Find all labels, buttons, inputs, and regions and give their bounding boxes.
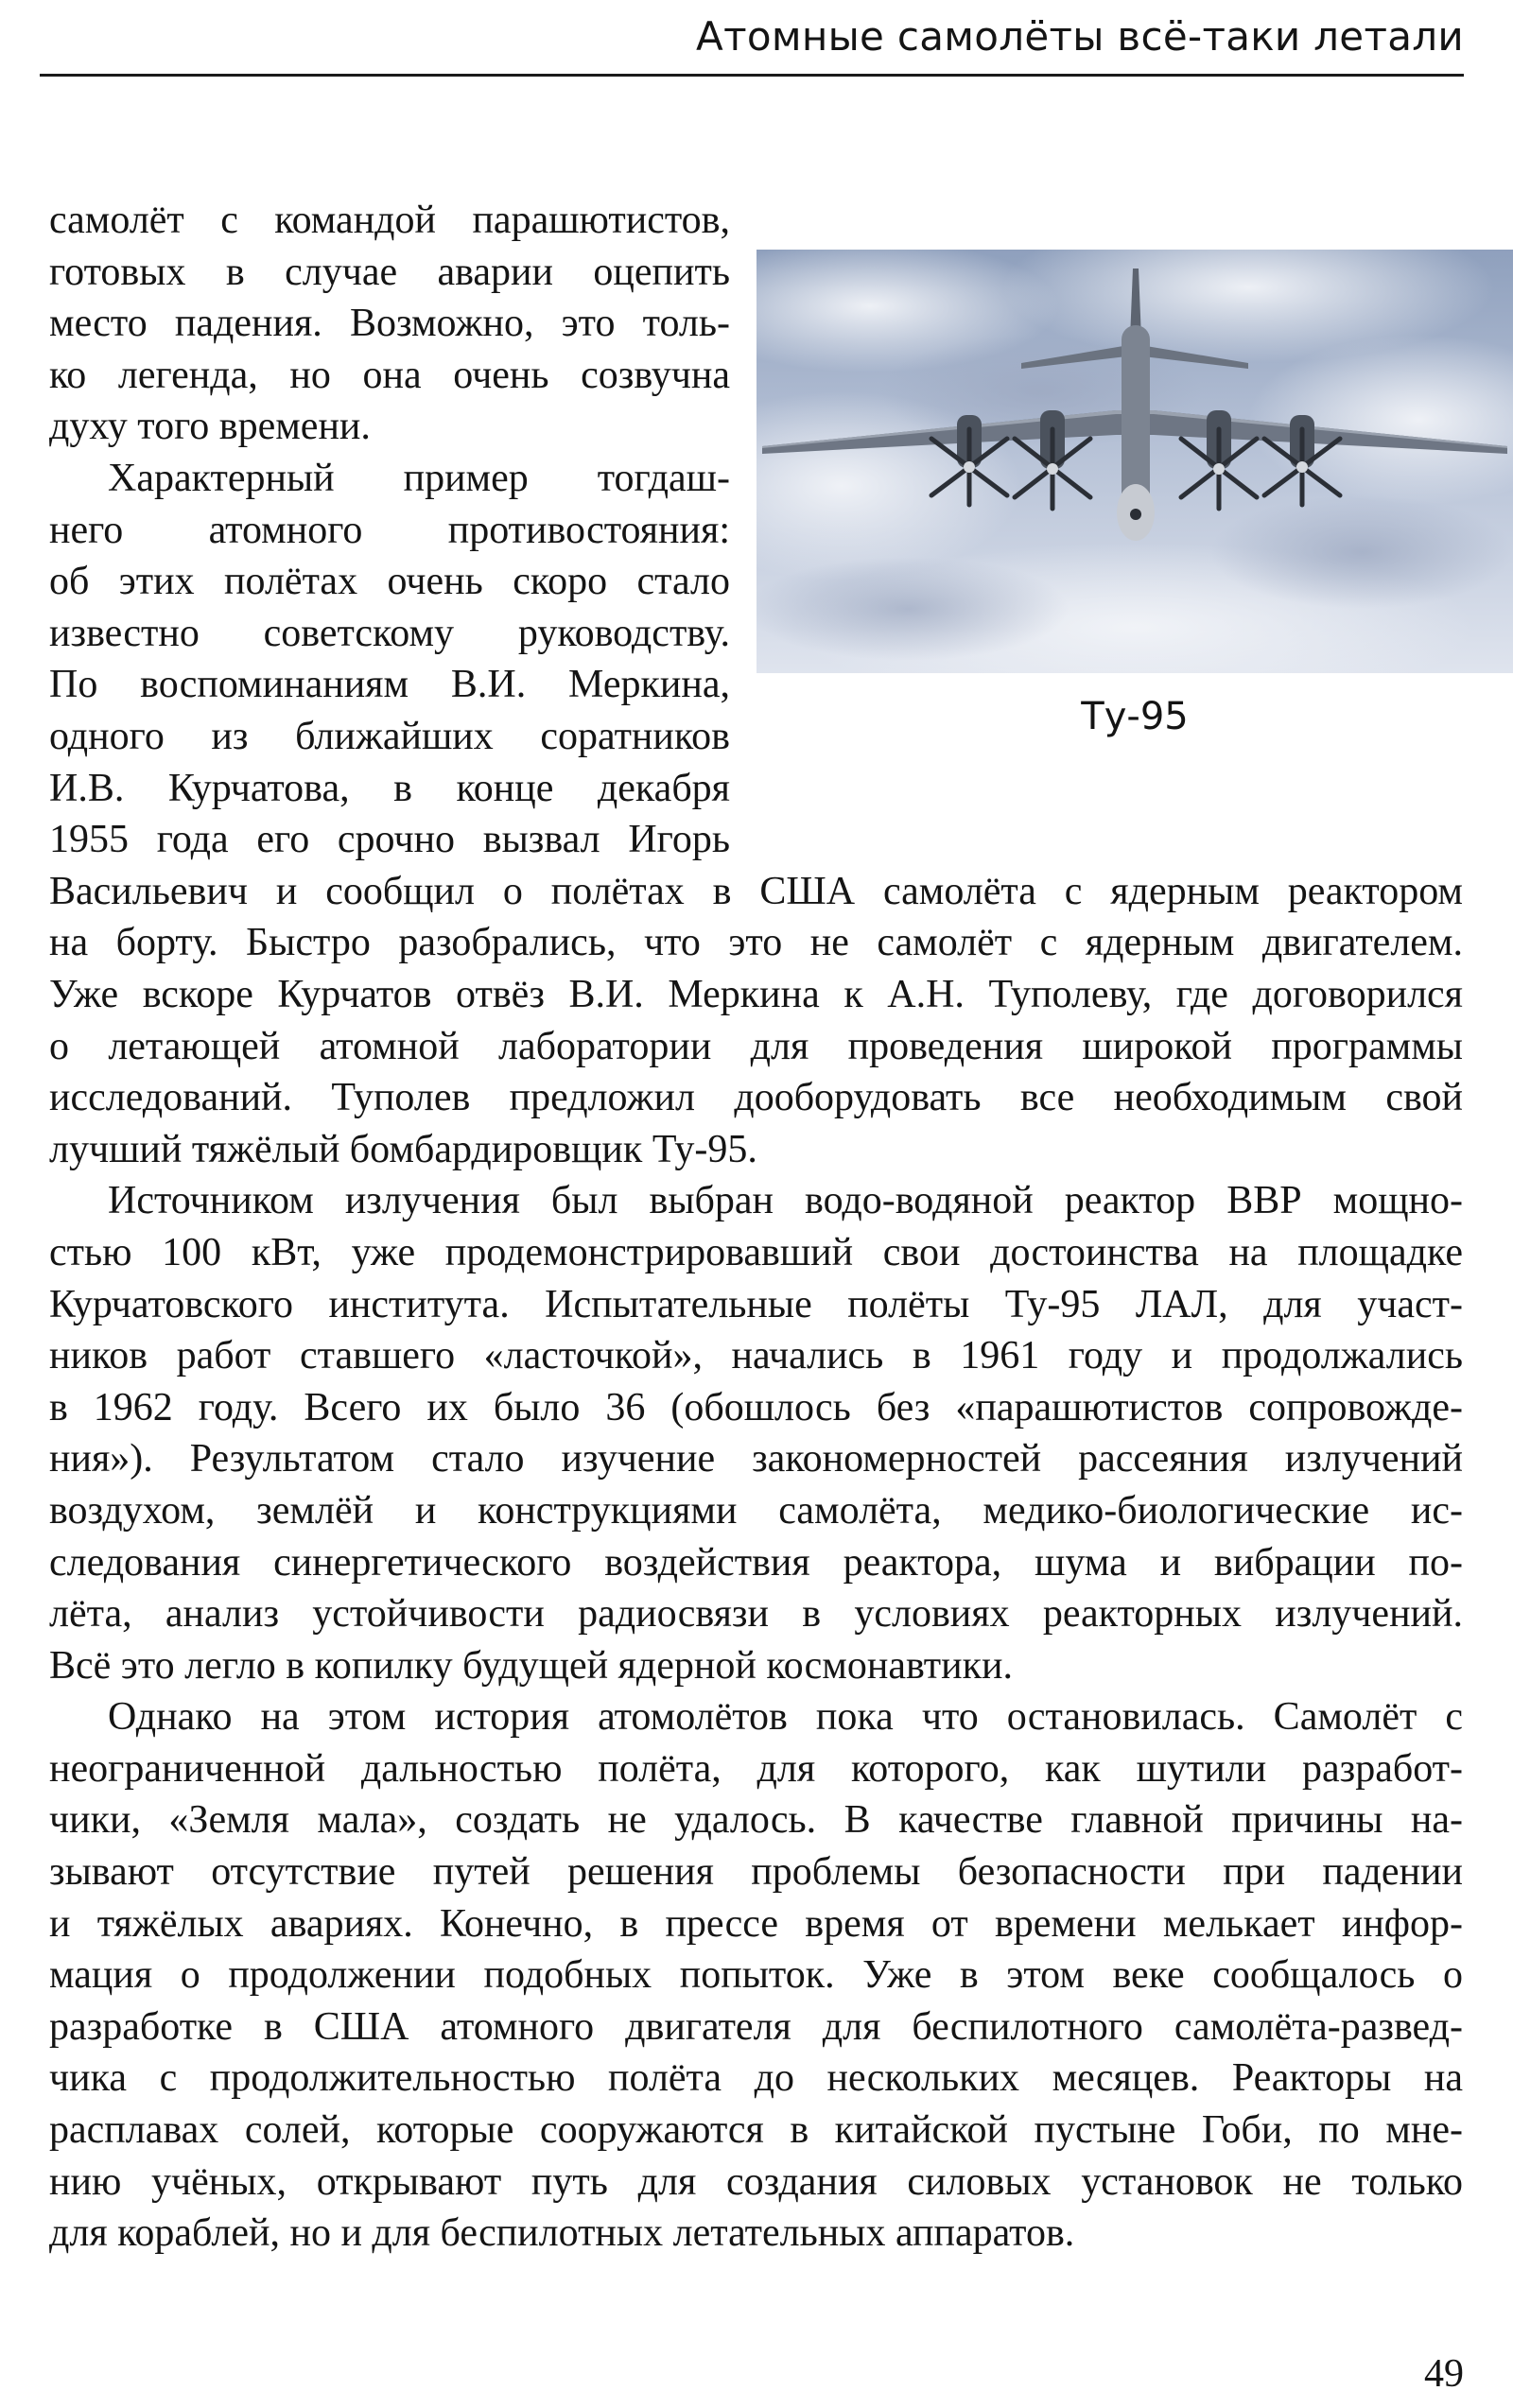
text-line: об этих полётах очень скоро стало (49, 560, 730, 604)
text-line: о летающей атомной лаборатории для проведения широкой программы (49, 1024, 1463, 1068)
text-line: неограниченной дальностью полёта, для которого, как шутили разработ- (49, 1746, 1463, 1791)
text-line: ко легенда, но она очень созвучна (49, 353, 730, 397)
text-line: Однако на этом история атомолётов пока что остановилась. Самолёт с (108, 1695, 1463, 1740)
text-block-full (49, 866, 1463, 2260)
text-line: чика с продолжительностью полёта до нескольких месяцев. Реакторы на (49, 2056, 1463, 2101)
text-line: для кораблей, но и для беспилотных летательных аппаратов. (49, 2211, 1075, 2256)
text-line: чики, «Земля мала», создать не удалось. В качестве главной причины на- (49, 1798, 1463, 1843)
text-line: нию учёных, открывают путь для создания силовых установок не только (49, 2159, 1463, 2204)
text-line: Уже вскоре Курчатов отвёз В.И. Меркина к А.Н. Туполеву, где договорился (49, 972, 1463, 1016)
text-line: Всё это легло в копилку будущей ядерной космонавтики. (49, 1643, 1013, 1688)
text-line: на борту. Быстро разобрались, что это не самолёт с ядерным двигателем. (49, 921, 1463, 965)
text-line: расплавах солей, которые сооружаются в китайской пустыне Гоби, по мне- (49, 2108, 1463, 2153)
text-line: одного из ближайших соратников (49, 714, 730, 758)
text-line: ников работ ставшего «ласточкой», начались в 1961 году и продолжались (49, 1334, 1463, 1378)
text-line: воздухом, землёй и конструкциями самолёта, медико-биологические ис- (49, 1488, 1463, 1533)
text-line: исследований. Туполев предложил дооборудовать все необходимым свой (49, 1076, 1463, 1120)
header-rule (40, 74, 1464, 77)
text-line: готовых в случае аварии оцепить (49, 250, 730, 294)
text-line: зывают отсутствие путей решения проблемы безопасности при падении (49, 1850, 1463, 1895)
text-line: известно советскому руководству. (49, 611, 730, 655)
text-line: духу того времени. (49, 405, 371, 449)
text-line: Источником излучения был выбран водо-водяной реактор ВВР мощно- (108, 1179, 1463, 1223)
text-block-wrapped (49, 195, 730, 866)
text-line: следования синергетического воздействия реактора, шума и вибрации по- (49, 1540, 1463, 1585)
figure-caption: Ту-95 (1081, 695, 1189, 738)
text-line: стью 100 кВт, уже продемонстрировавший свои достоинства на площадке (49, 1230, 1463, 1274)
text-line: Курчатовского института. Испытательные полёты Ту-95 ЛАЛ, для участ- (49, 1282, 1463, 1326)
page-number: 49 (1424, 2352, 1464, 2396)
text-line: мация о продолжении подобных попыток. Уже в этом веке сообщалось о (49, 1953, 1463, 1998)
text-line: 1955 года его срочно вызвал Игорь (49, 818, 730, 862)
text-line: разработке в США атомного двигателя для беспилотного самолёта-развед- (49, 2004, 1463, 2049)
text-line: лучший тяжёлый бомбардировщик Ту-95. (49, 1127, 757, 1171)
text-line: в 1962 году. Всего их было 36 (обошлось без «парашютистов сопровожде- (49, 1385, 1463, 1429)
aircraft-photo (756, 250, 1513, 673)
text-line: Характерный пример тогдаш- (108, 456, 730, 500)
text-line: Васильевич и сообщил о полётах в США самолёта с ядерным реактором (49, 869, 1463, 913)
text-line: него атомного противостояния: (49, 508, 730, 552)
text-line: лёта, анализ устойчивости радиосвязи в условиях реакторных излучений. (49, 1592, 1463, 1637)
tu95-illustration (756, 250, 1513, 673)
running-header: Атомные самолёты всё-таки летали (696, 13, 1464, 60)
text-line: ния»). Результатом стало изучение закономерностей рассеяния излучений (49, 1437, 1463, 1481)
text-line: И.В. Курчатова, в конце декабря (49, 766, 730, 810)
text-line: По воспоминаниям В.И. Меркина, (49, 663, 730, 707)
text-line: место падения. Возможно, это толь- (49, 302, 730, 346)
text-line: самолёт с командой парашютистов, (49, 199, 730, 242)
text-line: и тяжёлых авариях. Конечно, в прессе время от времени мелькает инфор- (49, 1901, 1463, 1946)
